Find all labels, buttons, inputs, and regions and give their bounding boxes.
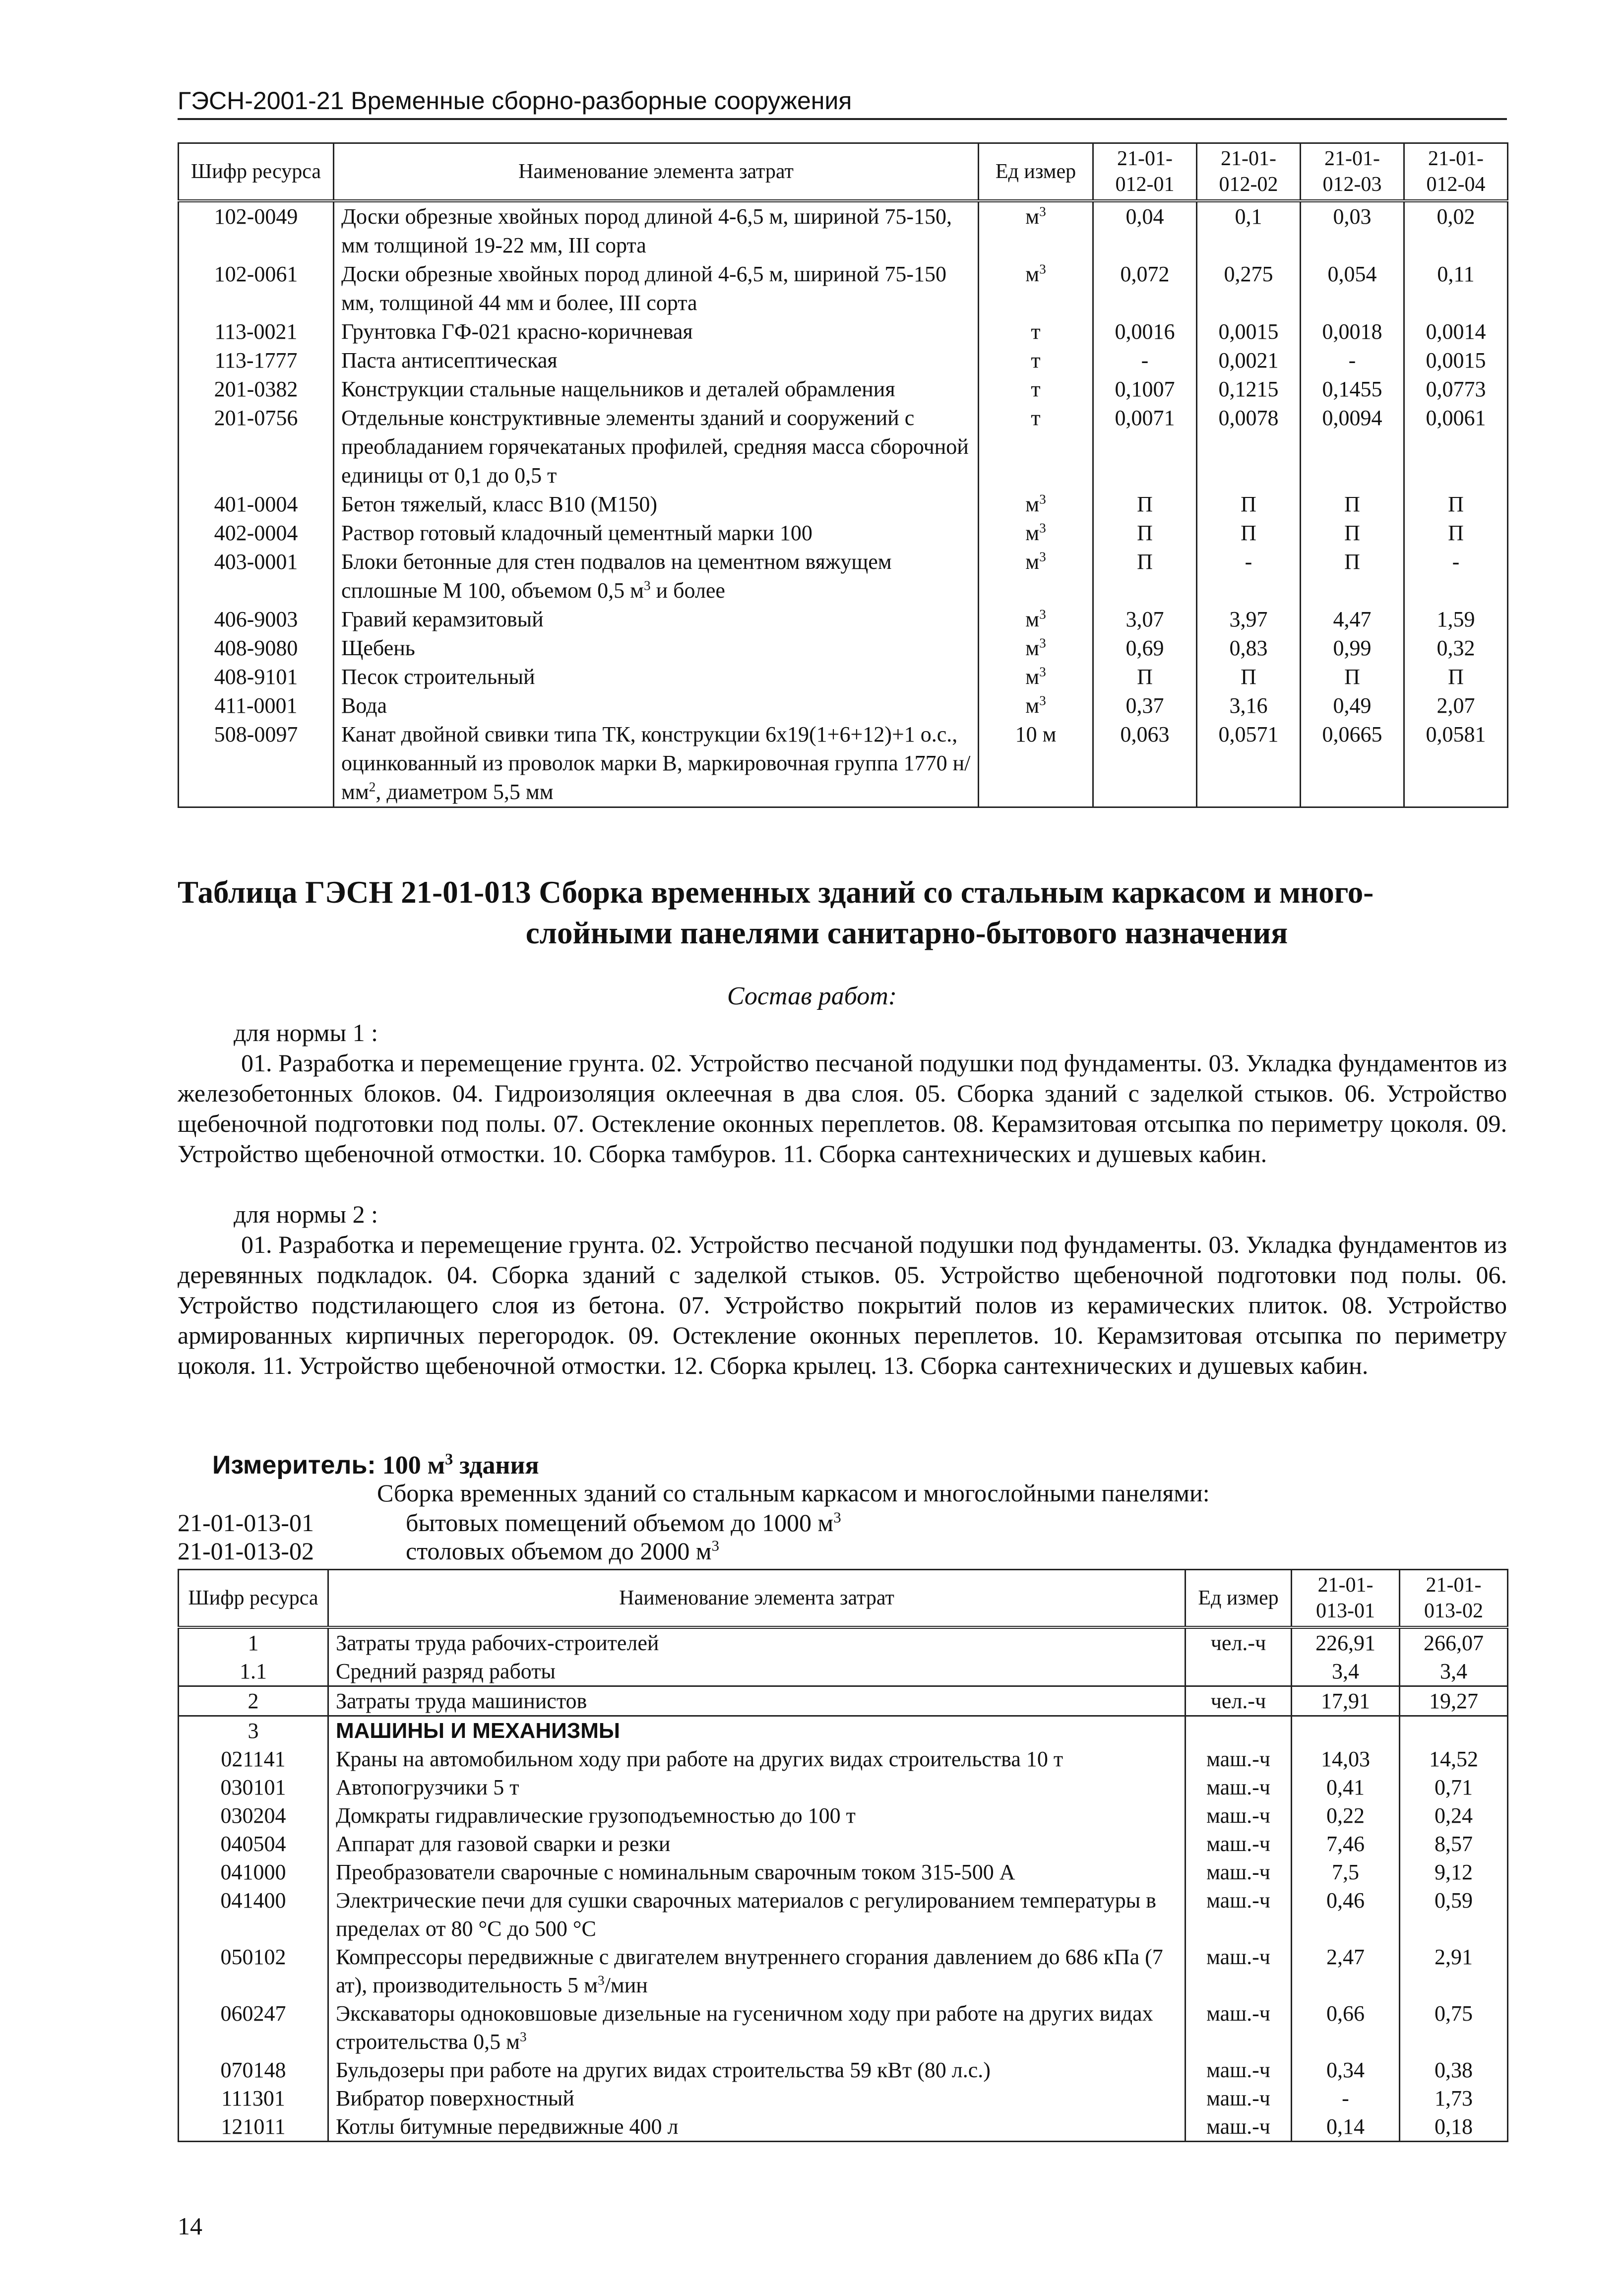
- cell-value: 0,37: [1093, 691, 1197, 720]
- table-row: [179, 519, 1508, 548]
- cell-unit: маш.-ч: [1186, 1858, 1292, 1886]
- header-col-2: 21-01-012-02: [1197, 143, 1301, 201]
- cell-value: 3,16: [1197, 691, 1301, 720]
- cell-code: 060247: [179, 1999, 328, 2056]
- cell-code: 201-0382: [179, 375, 334, 404]
- cell-value: П: [1301, 548, 1404, 605]
- running-header: ГЭСН-2001-21 Временные сборно-разборные сооружения: [178, 85, 1507, 120]
- cell-name: Бульдозеры при работе на других видах строительства 59 кВт (80 л.с.): [328, 2056, 1186, 2084]
- cell-value: П: [1404, 519, 1508, 548]
- header-unit: Ед измер: [979, 143, 1093, 201]
- cell-code: 201-0756: [179, 404, 334, 490]
- cell-code: 408-9080: [179, 634, 334, 663]
- table-row: [179, 1773, 1508, 1801]
- cell-name: Блоки бетонные для стен подвалов на цементном вяжущем сплошные М 100, объемом 0,5 $м^3$ и более: [334, 548, 979, 605]
- cell-value: П: [1093, 519, 1197, 548]
- cell-name: МАШИНЫ И МЕХАНИЗМЫ: [328, 1716, 1186, 1745]
- cell-name: Доски обрезные хвойных пород длиной 4-6,5 м, шириной 75-150, мм толщиной 19-22 мм, III сорта: [334, 201, 979, 260]
- cell-value: П: [1301, 663, 1404, 691]
- cell-value: 0,0021: [1197, 346, 1301, 375]
- cell-unit: $м^3$: [979, 548, 1093, 605]
- cell-value: П: [1301, 490, 1404, 519]
- table-row: [179, 1858, 1508, 1886]
- cell-name: Песок строительный: [334, 663, 979, 691]
- cell-value: 7,46: [1292, 1830, 1400, 1858]
- cell-unit: т: [979, 346, 1093, 375]
- cell-code: 102-0061: [179, 260, 334, 317]
- table-row: [179, 605, 1508, 634]
- cell-unit: т: [979, 317, 1093, 346]
- cell-name: Гравий керамзитовый: [334, 605, 979, 634]
- table-row: [179, 1745, 1508, 1773]
- cell-value: 0,063: [1093, 720, 1197, 807]
- table-row: [179, 201, 1508, 260]
- cell-name: Доски обрезные хвойных пород длиной 4-6,5 м, шириной 75-150 мм, толщиной 44 мм и более, III сорта: [334, 260, 979, 317]
- cell-value: -: [1197, 548, 1301, 605]
- cell-name: Грунтовка ГФ-021 красно-коричневая: [334, 317, 979, 346]
- cell-unit: т: [979, 375, 1093, 404]
- cell-code: 070148: [179, 2056, 328, 2084]
- table-row: [179, 2084, 1508, 2112]
- header-code: Шифр ресурса: [179, 143, 334, 201]
- cell-value: 0,59: [1400, 1886, 1508, 1943]
- cell-value: П: [1301, 519, 1404, 548]
- norm-2-label: для нормы 2 :: [234, 1200, 378, 1228]
- table-title: [178, 872, 1507, 953]
- table-row: [179, 317, 1508, 346]
- cell-unit: маш.-ч: [1186, 1999, 1292, 2056]
- table-row: [179, 404, 1508, 490]
- cell-code: 3: [179, 1716, 328, 1745]
- cell-name: Средний разряд работы: [328, 1657, 1186, 1686]
- cell-value: [1400, 1716, 1508, 1745]
- cell-name: Компрессоры передвижные с двигателем внутреннего сгорания давлением до 686 кПа (7 ат), производительность 5 $м^3$/мин: [328, 1943, 1186, 1999]
- variant-1: [178, 1508, 841, 1538]
- cell-unit: $м^3$: [979, 663, 1093, 691]
- cell-code: 401-0004: [179, 490, 334, 519]
- norm-2-text: 01. Разработка и перемещение грунта. 02. Устройство песчаной подушки под фундаменты. 03. Укладка фундаментов из деревянных подкладок. 04. Сборка зданий с заделкой стыков. 05. Устройство щебеночной подготовки под полы. 06. Устройство подстилающего слоя из бетона. 07. Устройство покрытий полов из керамических плиток. 08. Устройство армированных кирпичных перегородок. 09. Остекление оконных переплетов. 10. Керамзитовая отсыпка по периметру цоколя. 11. Устройство щебеночной отмостки. 12. Сборка крылец. 13. Сборка сантехнических и душевых кабин.: [178, 1231, 1507, 1379]
- cell-value: 0,11: [1404, 260, 1508, 317]
- cell-value: 8,57: [1400, 1830, 1508, 1858]
- cell-name: Затраты труда рабочих-строителей: [328, 1627, 1186, 1657]
- cell-unit: т: [979, 404, 1093, 490]
- cell-value: П: [1093, 548, 1197, 605]
- cell-value: П: [1404, 490, 1508, 519]
- cell-unit: маш.-ч: [1186, 1886, 1292, 1943]
- cell-value: 1,59: [1404, 605, 1508, 634]
- variant-text: бытовых помещений объемом до 1000 $м^3$: [406, 1508, 841, 1537]
- resources-table-012: [178, 142, 1508, 808]
- cell-value: 0,0078: [1197, 404, 1301, 490]
- table-row: [179, 260, 1508, 317]
- cell-value: 0,38: [1400, 2056, 1508, 2084]
- cell-unit: маш.-ч: [1186, 1773, 1292, 1801]
- cell-code: 402-0004: [179, 519, 334, 548]
- cell-value: П: [1093, 663, 1197, 691]
- cell-value: 0,0014: [1404, 317, 1508, 346]
- cell-value: 0,34: [1292, 2056, 1400, 2084]
- cell-unit: $м^3$: [979, 260, 1093, 317]
- cell-value: 0,0071: [1093, 404, 1197, 490]
- cell-name: Бетон тяжелый, класс В10 (М150): [334, 490, 979, 519]
- table-header-row: [179, 143, 1508, 201]
- cell-value: 3,97: [1197, 605, 1301, 634]
- cell-code: 041400: [179, 1886, 328, 1943]
- table-row: [179, 1886, 1508, 1943]
- table-header-row: [179, 1570, 1508, 1628]
- cell-value: 0,83: [1197, 634, 1301, 663]
- table-row: [179, 1686, 1508, 1716]
- cell-value: 0,41: [1292, 1773, 1400, 1801]
- variant-2: [178, 1536, 719, 1566]
- cell-value: 0,0015: [1404, 346, 1508, 375]
- norm-1-block: [178, 1018, 1507, 1169]
- cell-name: Преобразователи сварочные с номинальным сварочным током 315-500 А: [328, 1858, 1186, 1886]
- cell-unit: чел.-ч: [1186, 1627, 1292, 1657]
- cell-value: 14,52: [1400, 1745, 1508, 1773]
- header-col-3: 21-01-012-03: [1301, 143, 1404, 201]
- page-number: 14: [178, 2212, 202, 2240]
- cell-code: 111301: [179, 2084, 328, 2112]
- cell-code: 102-0049: [179, 201, 334, 260]
- cell-unit: маш.-ч: [1186, 1830, 1292, 1858]
- cell-code: 1: [179, 1627, 328, 1657]
- table-body: [179, 1627, 1508, 2142]
- cell-name: Вибратор поверхностный: [328, 2084, 1186, 2112]
- cell-value: 3,4: [1292, 1657, 1400, 1686]
- measure-label: Измеритель:: [212, 1451, 376, 1480]
- norm-1-label: для нормы 1 :: [234, 1019, 378, 1047]
- table-row: [179, 663, 1508, 691]
- cell-value: 0,054: [1301, 260, 1404, 317]
- header-col-1: 21-01-012-01: [1093, 143, 1197, 201]
- cell-name: Затраты труда машинистов: [328, 1686, 1186, 1716]
- cell-value: 2,07: [1404, 691, 1508, 720]
- cell-value: 0,0571: [1197, 720, 1301, 807]
- cell-value: П: [1197, 519, 1301, 548]
- cell-unit: $м^3$: [979, 490, 1093, 519]
- cell-value: 0,0018: [1301, 317, 1404, 346]
- cell-value: 0,02: [1404, 201, 1508, 260]
- cell-value: 0,1007: [1093, 375, 1197, 404]
- cell-name: Электрические печи для сушки сварочных материалов с регулированием температуры в пределах от 80 °С до 500 °С: [328, 1886, 1186, 1943]
- cell-code: 408-9101: [179, 663, 334, 691]
- cell-value: 19,27: [1400, 1686, 1508, 1716]
- cell-value: 9,12: [1400, 1858, 1508, 1886]
- table-row: [179, 1830, 1508, 1858]
- cell-value: 0,0015: [1197, 317, 1301, 346]
- cell-value: 0,0016: [1093, 317, 1197, 346]
- cell-unit: маш.-ч: [1186, 1943, 1292, 1999]
- cell-value: 0,0061: [1404, 404, 1508, 490]
- cell-code: 406-9003: [179, 605, 334, 634]
- cell-value: П: [1404, 663, 1508, 691]
- cell-unit: [1186, 1716, 1292, 1745]
- table-row: [179, 720, 1508, 807]
- cell-name: Паста антисептическая: [334, 346, 979, 375]
- cell-name: Канат двойной свивки типа ТК, конструкции 6х19(1+6+12)+1 о.с., оцинкованный из проволок марки В, маркировочная группа 1770 $н/мм^2$, диаметром 5,5 мм: [334, 720, 979, 807]
- cell-value: 0,14: [1292, 2112, 1400, 2142]
- cell-value: 0,03: [1301, 201, 1404, 260]
- cell-name: Автопогрузчики 5 т: [328, 1773, 1186, 1801]
- cell-value: 0,1215: [1197, 375, 1301, 404]
- table-title-line-2: слойными панелями санитарно-бытового назначения: [525, 916, 1288, 950]
- table-row: [179, 691, 1508, 720]
- cell-unit: $м^3$: [979, 634, 1093, 663]
- cell-value: 17,91: [1292, 1686, 1400, 1716]
- cell-name: Краны на автомобильном ходу при работе на других видах строительства 10 т: [328, 1745, 1186, 1773]
- cell-value: -: [1292, 2084, 1400, 2112]
- norm-1-text: 01. Разработка и перемещение грунта. 02. Устройство песчаной подушки под фундаменты. 03. Укладка фундаментов из железобетонных блоков. 04. Гидроизоляция оклеечная в два слоя. 05. Сборка зданий с заделкой стыков. 06. Устройство щебеночной подготовки под полы. 07. Остекление оконных переплетов. 08. Керамзитовая отсыпка по периметру цоколя. 09. Устройство щебеночной отмостки. 10. Сборка тамбуров. 11. Сборка сантехнических и душевых кабин.: [178, 1049, 1507, 1168]
- header-unit: Ед измер: [1186, 1570, 1292, 1628]
- table-row: [179, 634, 1508, 663]
- cell-code: 113-1777: [179, 346, 334, 375]
- cell-value: 2,91: [1400, 1943, 1508, 1999]
- table-row: [179, 1999, 1508, 2056]
- cell-value: П: [1197, 490, 1301, 519]
- cell-value: 0,275: [1197, 260, 1301, 317]
- measure-value: 100 $м^3$ здания: [382, 1450, 539, 1480]
- cell-value: 7,5: [1292, 1858, 1400, 1886]
- table-row: [179, 1657, 1508, 1686]
- table-row: [179, 2112, 1508, 2142]
- cell-value: 0,0773: [1404, 375, 1508, 404]
- resources-table-013: [178, 1569, 1508, 2142]
- variant-text: столовых объемом до 2000 $м^3$: [406, 1537, 720, 1565]
- table-row: [179, 548, 1508, 605]
- header-col-4: 21-01-012-04: [1404, 143, 1508, 201]
- cell-value: 0,04: [1093, 201, 1197, 260]
- cell-unit: чел.-ч: [1186, 1686, 1292, 1716]
- cell-name: Аппарат для газовой сварки и резки: [328, 1830, 1186, 1858]
- works-composition-heading: Состав работ:: [727, 982, 897, 1010]
- cell-value: 0,49: [1301, 691, 1404, 720]
- cell-code: 411-0001: [179, 691, 334, 720]
- table-row: [179, 346, 1508, 375]
- cell-value: П: [1093, 490, 1197, 519]
- cell-value: -: [1404, 548, 1508, 605]
- norm-2-block: [178, 1199, 1507, 1381]
- cell-unit: [1186, 1657, 1292, 1686]
- cell-code: 021141: [179, 1745, 328, 1773]
- table-row: [179, 1716, 1508, 1745]
- table-row: [179, 375, 1508, 404]
- cell-unit: маш.-ч: [1186, 1745, 1292, 1773]
- table-body: [179, 201, 1508, 807]
- cell-unit: $м^3$: [979, 519, 1093, 548]
- cell-name: Домкраты гидравлические грузоподъемностью до 100 т: [328, 1801, 1186, 1830]
- cell-value: 1,73: [1400, 2084, 1508, 2112]
- cell-code: 1.1: [179, 1657, 328, 1686]
- cell-value: 0,072: [1093, 260, 1197, 317]
- cell-unit: маш.-ч: [1186, 1801, 1292, 1830]
- cell-code: 113-0021: [179, 317, 334, 346]
- cell-name: Конструкции стальные нащельников и деталей обрамления: [334, 375, 979, 404]
- cell-name: Раствор готовый кладочный цементный марки 100: [334, 519, 979, 548]
- cell-value: 0,99: [1301, 634, 1404, 663]
- cell-value: 266,07: [1400, 1627, 1508, 1657]
- cell-code: 030204: [179, 1801, 328, 1830]
- cell-value: 2,47: [1292, 1943, 1400, 1999]
- cell-value: -: [1093, 346, 1197, 375]
- cell-value: 0,32: [1404, 634, 1508, 663]
- cell-name: Вода: [334, 691, 979, 720]
- header-code: Шифр ресурса: [179, 1570, 328, 1628]
- cell-value: [1292, 1716, 1400, 1745]
- cell-value: 3,07: [1093, 605, 1197, 634]
- cell-unit: маш.-ч: [1186, 2056, 1292, 2084]
- cell-code: 040504: [179, 1830, 328, 1858]
- cell-value: 0,69: [1093, 634, 1197, 663]
- cell-value: 0,75: [1400, 1999, 1508, 2056]
- cell-unit: $м^3$: [979, 605, 1093, 634]
- cell-value: 14,03: [1292, 1745, 1400, 1773]
- table-row: [179, 2056, 1508, 2084]
- header-name: Наименование элемента затрат: [328, 1570, 1186, 1628]
- variant-code: 21-01-013-02: [178, 1537, 314, 1565]
- table-row: [179, 1801, 1508, 1830]
- header-col-1: 21-01-013-01: [1292, 1570, 1400, 1628]
- header-col-2: 21-01-013-02: [1400, 1570, 1508, 1628]
- header-name: Наименование элемента затрат: [334, 143, 979, 201]
- cell-value: 0,0665: [1301, 720, 1404, 807]
- cell-value: П: [1197, 663, 1301, 691]
- cell-value: 0,1455: [1301, 375, 1404, 404]
- cell-unit: маш.-ч: [1186, 2084, 1292, 2112]
- cell-code: 2: [179, 1686, 328, 1716]
- cell-value: 0,66: [1292, 1999, 1400, 2056]
- cell-unit: $м^3$: [979, 691, 1093, 720]
- table-row: [179, 490, 1508, 519]
- variants-title: Сборка временных зданий со стальным каркасом и многослойными панелями:: [377, 1479, 1210, 1507]
- cell-name: Отдельные конструктивные элементы зданий и сооружений с преобладанием горячекатаных профилей, средняя масса сборочной единицы от 0,1 до 0,5 т: [334, 404, 979, 490]
- cell-value: 0,18: [1400, 2112, 1508, 2142]
- table-title-line-1: Таблица ГЭСН 21-01-013 Сборка временных зданий со стальным каркасом и много-: [178, 875, 1374, 910]
- table-row: [179, 1627, 1508, 1657]
- cell-value: 226,91: [1292, 1627, 1400, 1657]
- variant-code: 21-01-013-01: [178, 1509, 314, 1537]
- cell-code: 403-0001: [179, 548, 334, 605]
- cell-unit: $м^3$: [979, 201, 1093, 260]
- cell-value: 3,4: [1400, 1657, 1508, 1686]
- cell-value: 0,24: [1400, 1801, 1508, 1830]
- cell-value: 0,22: [1292, 1801, 1400, 1830]
- cell-name: Щебень: [334, 634, 979, 663]
- cell-value: 0,46: [1292, 1886, 1400, 1943]
- cell-name: Котлы битумные передвижные 400 л: [328, 2112, 1186, 2142]
- cell-value: 4,47: [1301, 605, 1404, 634]
- cell-code: 050102: [179, 1943, 328, 1999]
- table-row: [179, 1943, 1508, 1999]
- cell-value: 0,71: [1400, 1773, 1508, 1801]
- cell-code: 041000: [179, 1858, 328, 1886]
- cell-unit: 10 м: [979, 720, 1093, 807]
- cell-value: 0,0581: [1404, 720, 1508, 807]
- cell-code: 508-0097: [179, 720, 334, 807]
- cell-unit: маш.-ч: [1186, 2112, 1292, 2142]
- cell-code: 121011: [179, 2112, 328, 2142]
- cell-value: 0,0094: [1301, 404, 1404, 490]
- cell-value: -: [1301, 346, 1404, 375]
- cell-name: Экскаваторы одноковшовые дизельные на гусеничном ходу при работе на других видах строительства 0,5 $м^3$: [328, 1999, 1186, 2056]
- cell-code: 030101: [179, 1773, 328, 1801]
- measure-line: [212, 1449, 539, 1482]
- cell-value: 0,1: [1197, 201, 1301, 260]
